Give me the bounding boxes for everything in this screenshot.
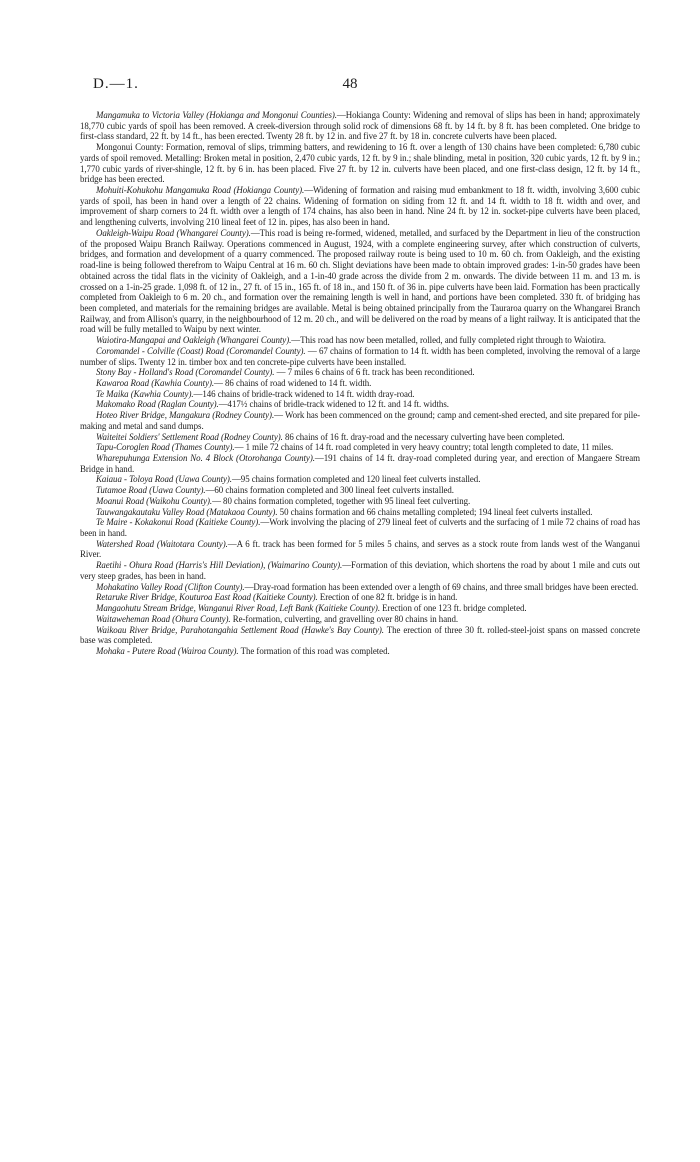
paragraph-heading: Waiotira-Mangapai and Oakleigh (Whangarei County). [96, 335, 292, 346]
paragraph-text: —Widening of formation and raising mud embankment to 18 ft. width, involving 3,600 cubic yards of spoil, has been in hand over a length of 22 chains. Widening of formation on siding from 12 ft. and 14 ft. width to 18 ft. width and over, and improvement of sharp corners to 24 ft. width over a length of 174 chains, has also been in hand. Nine 24 ft. by 12 in. socket-pipe culverts have been placed, and lengthening culverts, involving 210 lineal feet of 12 in. pipes, has also been in hand. [80, 185, 640, 228]
page-number: 48 [342, 76, 358, 92]
report-paragraph [80, 142, 640, 185]
report-paragraph [80, 474, 640, 485]
paragraph-heading: Mohakatino Valley Road (Clifton County). [96, 581, 245, 592]
paragraph-text: — 1 mile 72 chains of 14 ft. road completed in very heavy country; total length completed to date, 11 miles. [234, 442, 614, 453]
paragraph-text: —Work involving the placing of 279 lineal feet of culverts and the surfacing of 1 mile 72 chains of road has been in hand. [80, 517, 640, 539]
document-code: D.—1. [93, 76, 139, 92]
report-paragraph [80, 614, 640, 625]
paragraph-text: Re-formation, culverting, and gravelling over 80 chains in hand. [230, 613, 459, 624]
page-header [93, 76, 607, 96]
paragraph-text: Erection of one 82 ft. bridge is in hand. [317, 592, 458, 603]
paragraph-heading: Mohuiti-Kohukohu Mangamuka Road (Hokianga County). [96, 185, 305, 196]
paragraph-text: — Work has been commenced on the ground; camp and cement-shed erected, and site prepared for pile-making and metal and sand dumps. [80, 410, 640, 431]
paragraph-text: —60 chains formation completed and 300 lineal feet culverts installed. [205, 485, 454, 496]
paragraph-text: —95 chains formation completed and 120 lineal feet culverts installed. [231, 474, 481, 485]
paragraph-text: —417½ chains of bridle-track widened to 12 ft. and 14 ft. widths. [218, 399, 449, 410]
paragraph-heading: Kawaroa Road (Kawhia County). [96, 377, 215, 388]
paragraph-heading: Coromandel - Colville (Coast) Road (Coromandel County). [96, 345, 306, 356]
paragraph-heading: Raetihi - Ohura Road (Harris's Hill Deviation), (Waimarino County). [96, 560, 343, 571]
paragraph-heading: Mangaohutu Stream Bridge, Wanganui River Road, Left Bank (Kaitieke County). [96, 603, 380, 614]
paragraph-text: —191 chains of 14 ft. dray-road completed during year, and erection of Mangaere Stream Bridge in hand. [80, 453, 641, 474]
paragraph-text: The erection of three 30 ft. rolled-steel-joist spans on massed concrete base was completed. [80, 624, 640, 646]
paragraph-heading: Mangamuka to Victoria Valley (Hokianga and Mongonui Counties). [96, 110, 337, 120]
paragraph-heading: Waikoau River Bridge, Parahotangahia Settlement Road (Hawke's Bay County). [96, 624, 384, 635]
report-paragraph [80, 389, 640, 400]
report-paragraph [80, 539, 640, 560]
paragraph-heading: Tapu-Coroglen Road (Thames County). [96, 442, 235, 453]
paragraph-text: Mongonui County: Formation, removal of slips, trimming batters, and rewidening to 16 ft. over a length of 130 chains have been completed: 6,780 cubic yards of spoil removed. Metalling: Broken metal in position, 2,470 cubic yards, 12 ft. by 9 in.; shale blinding, metal in position, 320 cubic yards, 12 ft. by 9 in.; 1,770 cubic yards of river-shingle, 12 ft. by 6 in. has been placed. Five 27 ft. by 12 in. culverts have been placed, and one first-class design, 12 ft. by 14 ft., bridge has been erected. [80, 142, 640, 185]
paragraph-text: — 67 chains of formation to 14 ft. width has been completed, involving the removal of a large number of slips. Twenty 12 in. timber box and ten concrete-pipe culverts have been installed. [80, 345, 640, 367]
report-body [80, 110, 640, 657]
paragraph-heading: Waitaweheman Road (Ohura County). [96, 613, 231, 624]
paragraph-heading: Watershed Road (Waitotara County). [96, 538, 228, 549]
report-paragraph [80, 485, 640, 496]
paragraph-text: — 7 miles 6 chains of 6 ft. track has been reconditioned. [274, 367, 475, 378]
paragraph-text: Erection of one 123 ft. bridge completed. [380, 603, 527, 614]
paragraph-heading: Tutamoe Road (Uawa County). [96, 485, 206, 496]
paragraph-text: 50 chains formation and 66 chains metalling completed; 194 lineal feet culverts installed. [277, 506, 593, 517]
report-paragraph [80, 646, 640, 657]
report-paragraph [80, 410, 640, 431]
report-paragraph [80, 228, 640, 335]
report-paragraph [80, 335, 640, 346]
paragraph-text: —This road is being re-formed, widened, metalled, and surfaced by the Department in lieu of the construction of the proposed Waipu Branch Railway. Operations commenced in August, 1924, with a complete engineering survey, after which construction of culverts, bridges, and formation and development of a quarry commenced. The proposed railway route is being used to 10 m. 60 ch. from Oakleigh, and the existing road-line is being followed therefrom to Waipu Central at 16 m. 60 ch. Slight deviations have been made to obtain improved grades: 1-in-50 grades have been obtained across the tidal flats in the vicinity of Oakleigh, and a 1-in-40 grade across the divide from 2 m. onwards. The divide between 11 m. and 13 m. is crossed on a 1-in-25 grade. 1,098 ft. of 12 in., 27 ft. of 15 in., 165 ft. of 18 in., and 150 ft. of 36 in. pipe culverts have been laid. Formation has been practically completed from Oakleigh to 6 m. 20 ch., and formation over the remaining length is well in hand, and portions have been completed. 330 ft. of bridging has been completed, and materials for the remaining bridges are available. Metal is being obtained principally from the Tauraroa quarry on the Whangarei Branch Railway, and from Allison's quarry, in the neighbourhood of 12 m. 20 ch., and will be delivered on the road by means of a light railway. It is anticipated that the road will be fully metalled to Waipu by next winter. [80, 227, 640, 335]
report-paragraph [80, 603, 640, 614]
report-paragraph [80, 592, 640, 603]
report-paragraph [80, 560, 640, 581]
report-paragraph [80, 399, 640, 410]
paragraph-heading: Wharepuhunga Extension No. 4 Block (Otorohanga County). [96, 453, 315, 463]
paragraph-heading: Retaruke River Bridge, Kouturoa East Road (Kaitieke County). [96, 592, 318, 603]
paragraph-text: —This road has now been metalled, rolled, and fully completed right through to Waiotira. [291, 335, 606, 346]
report-paragraph [80, 496, 640, 507]
report-paragraph [80, 453, 640, 474]
paragraph-text: —Hokianga County: Widening and removal of slips has been in hand; approximately 18,770 cubic yards of spoil has been removed. A creek-diversion through solid rock of dimensions 68 ft. by 14 ft. by 8 ft. has been completed. One bridge to first-class standard, 22 ft. by 14 ft., has been erected. Twenty 28 ft. by 12 in. and five 27 ft. by 18 in. concrete culverts have been placed. [80, 110, 640, 142]
report-paragraph [80, 517, 640, 538]
paragraph-heading: Mohaka - Putere Road (Wairoa County). [96, 645, 239, 656]
paragraph-text: — 80 chains formation completed, together with 95 lineal feet culverting. [212, 495, 471, 506]
report-paragraph [80, 625, 640, 646]
paragraph-heading: Te Maire - Kokakonui Road (Kaitieke County). [96, 517, 261, 528]
paragraph-heading: Oakleigh-Waipu Road (Whangarei County). [96, 227, 251, 238]
paragraph-text: —Formation of this deviation, which shortens the road by about 1 mile and cuts out very steep grades, has been in hand. [80, 560, 640, 581]
report-paragraph [80, 582, 640, 593]
paragraph-heading: Hoteo River Bridge, Mangakura (Rodney County). [96, 410, 275, 421]
paragraph-heading: Makomako Road (Raglan County). [96, 399, 219, 410]
paragraph-text: 86 chains of 16 ft. dray-road and the necessary culverting have been completed. [282, 431, 565, 442]
paragraph-heading: Moanui Road (Waikohu County). [96, 495, 213, 506]
report-paragraph [80, 507, 640, 518]
report-paragraph [80, 110, 640, 142]
report-paragraph [80, 378, 640, 389]
paragraph-text: The formation of this road was completed. [238, 645, 390, 656]
paragraph-text: —A 6 ft. track has been formed for 5 miles 5 chains, and serves as a stock route from lands west of the Wanganui River. [80, 538, 640, 560]
paragraph-heading: Te Maika (Kawhia County). [96, 388, 194, 399]
paragraph-heading: Waiteitei Soldiers' Settlement Road (Rodney County). [96, 431, 283, 442]
paragraph-text: —Dray-road formation has been extended over a length of 69 chains, and three small bridges have been erected. [244, 581, 639, 592]
paragraph-text: —146 chains of bridle-track widened to 14 ft. width dray-road. [193, 388, 415, 399]
paragraph-heading: Stony Bay - Holland's Road (Coromandel County). [96, 367, 275, 378]
report-paragraph [80, 432, 640, 443]
report-paragraph [80, 346, 640, 367]
report-paragraph [80, 367, 640, 378]
report-paragraph [80, 185, 640, 228]
paragraph-text: — 86 chains of road widened to 14 ft. width. [214, 377, 372, 388]
paragraph-heading: Kaiaua - Toloya Road (Uawa County). [96, 474, 232, 485]
report-paragraph [80, 442, 640, 453]
paragraph-heading: Tauwangakautaku Valley Road (Matakaoa County). [96, 506, 278, 517]
